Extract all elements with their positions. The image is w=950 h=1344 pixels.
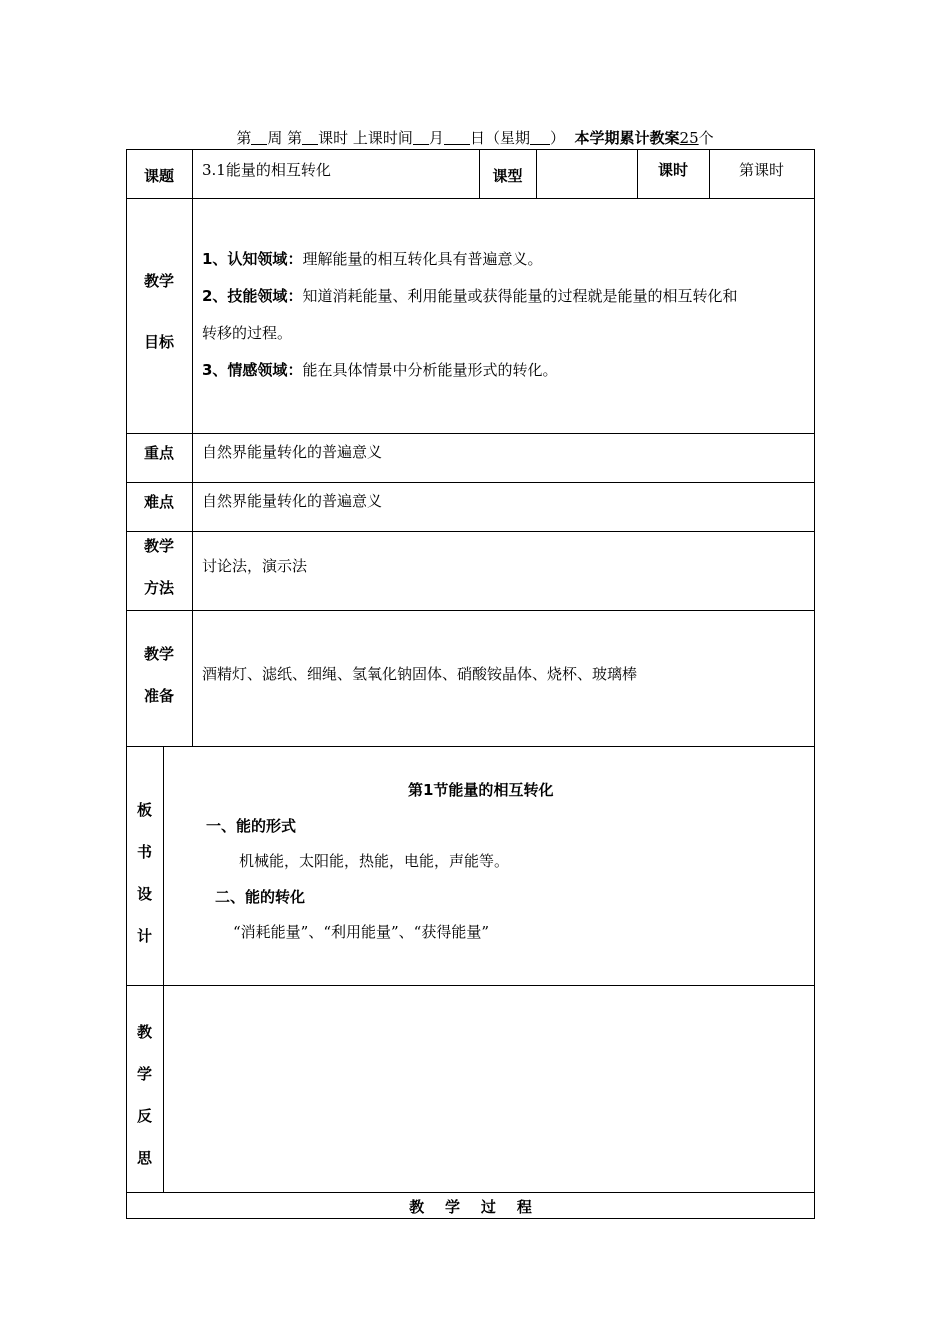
prep-value: 酒精灯、滤纸、细绳、氢氧化钠固体、硝酸铵晶体、烧杯、玻璃棒: [202, 665, 638, 683]
difficulty-value: 自然界能量转化的普遍意义: [202, 492, 383, 510]
header-close: ）: [549, 129, 565, 147]
header-total-count: 25: [679, 129, 699, 147]
process-label: 教 学 过 程: [409, 1198, 532, 1216]
key-point-value: 自然界能量转化的普遍意义: [202, 443, 383, 461]
header-day: 日（星期: [469, 129, 530, 147]
header-unit: 个: [698, 129, 714, 147]
reflection-label: 教 学 反 思: [136, 1023, 152, 1167]
header-week-suffix: 周 第: [267, 129, 303, 147]
prep-label-2: 准备: [143, 687, 174, 705]
lesson-type-label: 课型: [492, 167, 523, 185]
weekday-blank: [530, 130, 550, 145]
key-point-label: 重点: [143, 444, 174, 462]
lesson-header: [0, 128, 950, 148]
method-value: 讨论法，演示法: [202, 557, 308, 575]
board-section-1: 一、能的形式: [206, 817, 297, 835]
prep-label-1: 教学: [143, 645, 174, 663]
objective-item: 1、认知领域：理解能量的相互转化具有普遍意义。: [202, 250, 543, 268]
objectives-label-1: 教学: [143, 272, 174, 290]
day-blank: [444, 130, 470, 145]
board-section-1-text: 机械能，太阳能，热能，电能，声能等。: [239, 852, 510, 870]
header-week-prefix: 第: [236, 129, 252, 147]
method-label-2: 方法: [143, 579, 174, 597]
objective-item: 3、情感领域：能在具体情景中分析能量形式的转化。: [202, 361, 558, 379]
objectives-label-2: 目标: [143, 333, 174, 351]
subject-label: 课题: [143, 167, 174, 185]
objective-item: 转移的过程。: [202, 324, 293, 342]
subject-value: 3.1能量的相互转化: [202, 161, 331, 179]
board-label: 板 书 设 计: [136, 801, 152, 945]
week-blank: [251, 130, 267, 145]
board-title: 第1节能量的相互转化: [408, 781, 554, 799]
objectives-list: [202, 241, 812, 389]
board-section-2: 二、能的转化: [215, 888, 306, 906]
objective-item: 2、技能领域：知道消耗能量、利用能量或获得能量的过程就是能量的相互转化和: [202, 287, 738, 305]
header-total-label: 本学期累计教案: [574, 129, 680, 147]
class-hour-value: 第课时: [738, 161, 784, 179]
header-month: 月: [428, 129, 444, 147]
month-blank: [413, 130, 429, 145]
method-label-1: 教学: [143, 537, 174, 555]
period-blank: [302, 130, 318, 145]
header-time-label: 课时 上课时间: [318, 129, 413, 147]
class-hour-label: 课时: [657, 161, 688, 179]
difficulty-label: 难点: [143, 493, 174, 511]
lesson-plan-table: [126, 149, 815, 1219]
board-section-2-text: “消耗能量”、“利用能量”、“获得能量”: [233, 923, 490, 941]
